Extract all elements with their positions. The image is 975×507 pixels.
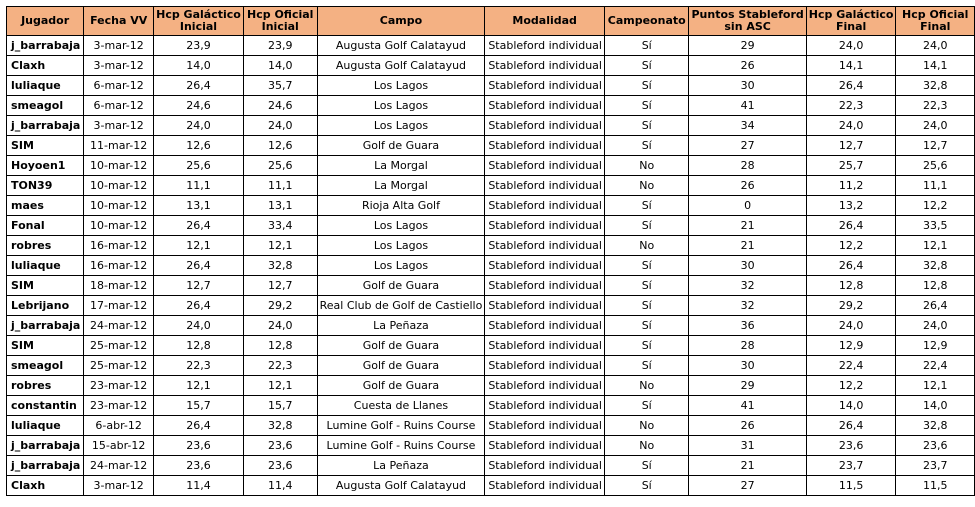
cell-hcp-galactico-inicial: 24,6 bbox=[154, 96, 244, 116]
cell-campeonato: Sí bbox=[604, 336, 689, 356]
cell-modalidad: Stableford individual bbox=[485, 116, 605, 136]
cell-jugador: j_barrabaja bbox=[7, 456, 84, 476]
cell-hcp-oficial-inicial: 23,6 bbox=[243, 456, 317, 476]
cell-jugador: maes bbox=[7, 196, 84, 216]
cell-hcp-oficial-final: 26,4 bbox=[896, 296, 975, 316]
cell-campeonato: Sí bbox=[604, 136, 689, 156]
cell-hcp-galactico-inicial: 12,8 bbox=[154, 336, 244, 356]
cell-modalidad: Stableford individual bbox=[485, 396, 605, 416]
cell-modalidad: Stableford individual bbox=[485, 236, 605, 256]
cell-hcp-oficial-inicial: 22,3 bbox=[243, 356, 317, 376]
cell-puntos-stableford: 21 bbox=[689, 216, 806, 236]
cell-hcp-oficial-inicial: 12,8 bbox=[243, 336, 317, 356]
cell-jugador: TON39 bbox=[7, 176, 84, 196]
cell-jugador: smeagol bbox=[7, 356, 84, 376]
cell-hcp-galactico-inicial: 26,4 bbox=[154, 256, 244, 276]
cell-campo: Golf de Guara bbox=[317, 376, 485, 396]
cell-modalidad: Stableford individual bbox=[485, 436, 605, 456]
cell-campeonato: Sí bbox=[604, 316, 689, 336]
cell-fecha-vv: 18-mar-12 bbox=[84, 276, 154, 296]
cell-campeonato: Sí bbox=[604, 456, 689, 476]
header-puntos-stableford-line: Puntos Stableford bbox=[691, 8, 804, 21]
cell-modalidad: Stableford individual bbox=[485, 256, 605, 276]
cell-hcp-oficial-final: 12,8 bbox=[896, 276, 975, 296]
cell-campo: Golf de Guara bbox=[317, 276, 485, 296]
cell-campeonato: Sí bbox=[604, 36, 689, 56]
header-fecha-vv bbox=[84, 7, 154, 36]
cell-hcp-galactico-final: 24,0 bbox=[806, 36, 896, 56]
cell-puntos-stableford: 31 bbox=[689, 436, 806, 456]
table-row bbox=[7, 196, 975, 216]
cell-hcp-galactico-inicial: 26,4 bbox=[154, 296, 244, 316]
cell-modalidad: Stableford individual bbox=[485, 456, 605, 476]
cell-hcp-oficial-final: 14,0 bbox=[896, 396, 975, 416]
table-row bbox=[7, 376, 975, 396]
cell-hcp-galactico-inicial: 12,1 bbox=[154, 236, 244, 256]
cell-jugador: j_barrabaja bbox=[7, 316, 84, 336]
cell-hcp-oficial-final: 22,4 bbox=[896, 356, 975, 376]
cell-hcp-galactico-final: 14,1 bbox=[806, 56, 896, 76]
cell-hcp-galactico-final: 12,7 bbox=[806, 136, 896, 156]
cell-fecha-vv: 10-mar-12 bbox=[84, 176, 154, 196]
cell-modalidad: Stableford individual bbox=[485, 76, 605, 96]
header-hcp-oficial-final-line: Hcp Oficial bbox=[902, 8, 969, 21]
cell-puntos-stableford: 26 bbox=[689, 56, 806, 76]
cell-jugador: Fonal bbox=[7, 216, 84, 236]
cell-campo: Augusta Golf Calatayud bbox=[317, 56, 485, 76]
header-hcp-oficial-inicial-line: Hcp Oficial bbox=[247, 8, 314, 21]
cell-hcp-galactico-final: 24,0 bbox=[806, 116, 896, 136]
table-row bbox=[7, 356, 975, 376]
cell-fecha-vv: 6-mar-12 bbox=[84, 76, 154, 96]
cell-campeonato: No bbox=[604, 436, 689, 456]
table-row bbox=[7, 56, 975, 76]
cell-puntos-stableford: 0 bbox=[689, 196, 806, 216]
cell-puntos-stableford: 26 bbox=[689, 416, 806, 436]
table-row bbox=[7, 336, 975, 356]
cell-campeonato: Sí bbox=[604, 116, 689, 136]
table-row bbox=[7, 456, 975, 476]
cell-jugador: luliaque bbox=[7, 416, 84, 436]
cell-hcp-oficial-final: 33,5 bbox=[896, 216, 975, 236]
header-jugador bbox=[7, 7, 84, 36]
cell-hcp-galactico-inicial: 12,7 bbox=[154, 276, 244, 296]
cell-fecha-vv: 24-mar-12 bbox=[84, 456, 154, 476]
cell-fecha-vv: 3-mar-12 bbox=[84, 476, 154, 496]
cell-hcp-galactico-final: 26,4 bbox=[806, 256, 896, 276]
cell-campo: Golf de Guara bbox=[317, 356, 485, 376]
cell-jugador: luliaque bbox=[7, 256, 84, 276]
cell-hcp-oficial-inicial: 12,6 bbox=[243, 136, 317, 156]
cell-campo: Los Lagos bbox=[317, 76, 485, 96]
cell-fecha-vv: 24-mar-12 bbox=[84, 316, 154, 336]
cell-fecha-vv: 6-mar-12 bbox=[84, 96, 154, 116]
cell-hcp-galactico-inicial: 24,0 bbox=[154, 116, 244, 136]
table-row bbox=[7, 436, 975, 456]
cell-puntos-stableford: 41 bbox=[689, 96, 806, 116]
cell-hcp-galactico-inicial: 11,4 bbox=[154, 476, 244, 496]
cell-puntos-stableford: 41 bbox=[689, 396, 806, 416]
cell-hcp-oficial-inicial: 14,0 bbox=[243, 56, 317, 76]
cell-fecha-vv: 15-abr-12 bbox=[84, 436, 154, 456]
header-modalidad bbox=[485, 7, 605, 36]
cell-fecha-vv: 3-mar-12 bbox=[84, 116, 154, 136]
cell-fecha-vv: 16-mar-12 bbox=[84, 236, 154, 256]
cell-campeonato: No bbox=[604, 416, 689, 436]
header-hcp-oficial-inicial-line: Inicial bbox=[261, 20, 299, 33]
cell-hcp-galactico-final: 12,2 bbox=[806, 376, 896, 396]
header-puntos-stableford-line: sin ASC bbox=[724, 20, 771, 33]
cell-hcp-oficial-final: 12,1 bbox=[896, 236, 975, 256]
cell-jugador: luliaque bbox=[7, 76, 84, 96]
cell-hcp-galactico-inicial: 23,6 bbox=[154, 456, 244, 476]
cell-hcp-oficial-final: 23,6 bbox=[896, 436, 975, 456]
cell-modalidad: Stableford individual bbox=[485, 196, 605, 216]
cell-campo: Lumine Golf - Ruins Course bbox=[317, 436, 485, 456]
cell-campeonato: Sí bbox=[604, 296, 689, 316]
cell-modalidad: Stableford individual bbox=[485, 276, 605, 296]
cell-hcp-galactico-final: 24,0 bbox=[806, 316, 896, 336]
cell-hcp-oficial-inicial: 25,6 bbox=[243, 156, 317, 176]
cell-campo: Los Lagos bbox=[317, 96, 485, 116]
cell-campeonato: Sí bbox=[604, 356, 689, 376]
header-campo-line: Campo bbox=[379, 14, 423, 27]
cell-fecha-vv: 10-mar-12 bbox=[84, 156, 154, 176]
cell-hcp-galactico-final: 11,5 bbox=[806, 476, 896, 496]
cell-campo: Real Club de Golf de Castiello bbox=[317, 296, 485, 316]
table-row bbox=[7, 216, 975, 236]
cell-modalidad: Stableford individual bbox=[485, 356, 605, 376]
table-header bbox=[7, 7, 975, 36]
cell-fecha-vv: 11-mar-12 bbox=[84, 136, 154, 156]
cell-puntos-stableford: 28 bbox=[689, 156, 806, 176]
cell-modalidad: Stableford individual bbox=[485, 476, 605, 496]
header-hcp-galactico-inicial-line: Inicial bbox=[179, 20, 218, 33]
cell-puntos-stableford: 28 bbox=[689, 336, 806, 356]
header-puntos-stableford bbox=[689, 7, 806, 36]
cell-campo: Augusta Golf Calatayud bbox=[317, 476, 485, 496]
cell-fecha-vv: 25-mar-12 bbox=[84, 356, 154, 376]
cell-fecha-vv: 25-mar-12 bbox=[84, 336, 154, 356]
table-row bbox=[7, 476, 975, 496]
header-hcp-galactico-final-line: Final bbox=[835, 20, 867, 33]
cell-hcp-galactico-inicial: 26,4 bbox=[154, 416, 244, 436]
cell-campo: Rioja Alta Golf bbox=[317, 196, 485, 216]
table-row bbox=[7, 316, 975, 336]
cell-hcp-galactico-final: 11,2 bbox=[806, 176, 896, 196]
cell-campo: Golf de Guara bbox=[317, 136, 485, 156]
table-row bbox=[7, 176, 975, 196]
cell-hcp-oficial-final: 23,7 bbox=[896, 456, 975, 476]
cell-hcp-oficial-inicial: 35,7 bbox=[243, 76, 317, 96]
cell-hcp-oficial-inicial: 15,7 bbox=[243, 396, 317, 416]
header-jugador-line: Jugador bbox=[21, 14, 70, 27]
cell-campo: Augusta Golf Calatayud bbox=[317, 36, 485, 56]
table-row bbox=[7, 96, 975, 116]
cell-jugador: constantin bbox=[7, 396, 84, 416]
cell-hcp-galactico-inicial: 14,0 bbox=[154, 56, 244, 76]
cell-jugador: robres bbox=[7, 376, 84, 396]
cell-modalidad: Stableford individual bbox=[485, 216, 605, 236]
cell-hcp-galactico-inicial: 26,4 bbox=[154, 76, 244, 96]
cell-modalidad: Stableford individual bbox=[485, 156, 605, 176]
cell-puntos-stableford: 26 bbox=[689, 176, 806, 196]
header-row bbox=[7, 7, 975, 36]
cell-campo: La Peñaza bbox=[317, 456, 485, 476]
cell-hcp-oficial-inicial: 32,8 bbox=[243, 256, 317, 276]
cell-hcp-oficial-inicial: 12,1 bbox=[243, 236, 317, 256]
cell-hcp-galactico-inicial: 12,6 bbox=[154, 136, 244, 156]
cell-jugador: SIM bbox=[7, 276, 84, 296]
cell-campeonato: Sí bbox=[604, 216, 689, 236]
cell-hcp-galactico-inicial: 26,4 bbox=[154, 216, 244, 236]
cell-hcp-oficial-final: 24,0 bbox=[896, 316, 975, 336]
cell-puntos-stableford: 36 bbox=[689, 316, 806, 336]
header-hcp-oficial-final bbox=[896, 7, 975, 36]
cell-hcp-oficial-final: 32,8 bbox=[896, 256, 975, 276]
cell-jugador: Claxh bbox=[7, 56, 84, 76]
cell-hcp-galactico-inicial: 23,6 bbox=[154, 436, 244, 456]
cell-hcp-oficial-final: 22,3 bbox=[896, 96, 975, 116]
cell-puntos-stableford: 32 bbox=[689, 296, 806, 316]
cell-jugador: Hoyoen1 bbox=[7, 156, 84, 176]
cell-modalidad: Stableford individual bbox=[485, 96, 605, 116]
cell-hcp-galactico-final: 29,2 bbox=[806, 296, 896, 316]
cell-hcp-galactico-final: 23,6 bbox=[806, 436, 896, 456]
header-hcp-galactico-inicial-line: Hcp Galáctico bbox=[156, 8, 241, 21]
cell-hcp-oficial-final: 32,8 bbox=[896, 416, 975, 436]
cell-campeonato: No bbox=[604, 236, 689, 256]
cell-hcp-galactico-inicial: 22,3 bbox=[154, 356, 244, 376]
cell-fecha-vv: 23-mar-12 bbox=[84, 376, 154, 396]
cell-fecha-vv: 10-mar-12 bbox=[84, 196, 154, 216]
cell-hcp-galactico-final: 13,2 bbox=[806, 196, 896, 216]
cell-hcp-oficial-final: 11,5 bbox=[896, 476, 975, 496]
header-campeonato-line: Campeonato bbox=[607, 14, 686, 27]
cell-jugador: SIM bbox=[7, 136, 84, 156]
cell-hcp-oficial-inicial: 24,0 bbox=[243, 116, 317, 136]
cell-hcp-galactico-final: 12,9 bbox=[806, 336, 896, 356]
cell-puntos-stableford: 30 bbox=[689, 256, 806, 276]
cell-puntos-stableford: 21 bbox=[689, 236, 806, 256]
cell-fecha-vv: 3-mar-12 bbox=[84, 36, 154, 56]
cell-campo: Los Lagos bbox=[317, 256, 485, 276]
cell-campeonato: Sí bbox=[604, 476, 689, 496]
cell-hcp-oficial-inicial: 24,0 bbox=[243, 316, 317, 336]
cell-hcp-oficial-final: 12,1 bbox=[896, 376, 975, 396]
table-row bbox=[7, 236, 975, 256]
cell-hcp-oficial-inicial: 11,1 bbox=[243, 176, 317, 196]
cell-hcp-galactico-final: 22,3 bbox=[806, 96, 896, 116]
cell-modalidad: Stableford individual bbox=[485, 176, 605, 196]
cell-hcp-galactico-inicial: 11,1 bbox=[154, 176, 244, 196]
cell-modalidad: Stableford individual bbox=[485, 36, 605, 56]
cell-hcp-galactico-final: 12,2 bbox=[806, 236, 896, 256]
cell-puntos-stableford: 29 bbox=[689, 376, 806, 396]
cell-fecha-vv: 23-mar-12 bbox=[84, 396, 154, 416]
handicap-results-table bbox=[6, 6, 975, 496]
cell-hcp-oficial-final: 24,0 bbox=[896, 116, 975, 136]
table-body bbox=[7, 36, 975, 496]
cell-hcp-oficial-inicial: 33,4 bbox=[243, 216, 317, 236]
cell-hcp-galactico-inicial: 15,7 bbox=[154, 396, 244, 416]
cell-hcp-oficial-inicial: 24,6 bbox=[243, 96, 317, 116]
cell-hcp-oficial-inicial: 32,8 bbox=[243, 416, 317, 436]
cell-fecha-vv: 3-mar-12 bbox=[84, 56, 154, 76]
cell-puntos-stableford: 27 bbox=[689, 476, 806, 496]
cell-campo: La Morgal bbox=[317, 176, 485, 196]
cell-hcp-oficial-final: 14,1 bbox=[896, 56, 975, 76]
cell-hcp-galactico-inicial: 13,1 bbox=[154, 196, 244, 216]
cell-hcp-oficial-inicial: 11,4 bbox=[243, 476, 317, 496]
header-fecha-vv-line: Fecha VV bbox=[90, 14, 148, 27]
header-campeonato bbox=[604, 7, 689, 36]
cell-modalidad: Stableford individual bbox=[485, 136, 605, 156]
cell-modalidad: Stableford individual bbox=[485, 56, 605, 76]
header-modalidad-line: Modalidad bbox=[512, 14, 577, 27]
cell-modalidad: Stableford individual bbox=[485, 316, 605, 336]
cell-campo: La Peñaza bbox=[317, 316, 485, 336]
table-row bbox=[7, 256, 975, 276]
cell-puntos-stableford: 30 bbox=[689, 356, 806, 376]
header-hcp-galactico-final-line: Hcp Galáctico bbox=[808, 8, 894, 21]
cell-hcp-galactico-final: 25,7 bbox=[806, 156, 896, 176]
header-hcp-galactico-inicial bbox=[154, 7, 244, 36]
header-hcp-oficial-final-line: Final bbox=[920, 20, 951, 33]
header-hcp-oficial-inicial bbox=[243, 7, 317, 36]
cell-hcp-galactico-inicial: 23,9 bbox=[154, 36, 244, 56]
header-hcp-galactico-final bbox=[806, 7, 896, 36]
cell-fecha-vv: 10-mar-12 bbox=[84, 216, 154, 236]
cell-hcp-oficial-final: 12,9 bbox=[896, 336, 975, 356]
table-row bbox=[7, 416, 975, 436]
table-row bbox=[7, 76, 975, 96]
cell-campeonato: Sí bbox=[604, 196, 689, 216]
cell-fecha-vv: 6-abr-12 bbox=[84, 416, 154, 436]
cell-puntos-stableford: 27 bbox=[689, 136, 806, 156]
table-row bbox=[7, 116, 975, 136]
cell-jugador: Lebrijano bbox=[7, 296, 84, 316]
cell-fecha-vv: 17-mar-12 bbox=[84, 296, 154, 316]
cell-hcp-galactico-final: 22,4 bbox=[806, 356, 896, 376]
cell-campeonato: Sí bbox=[604, 56, 689, 76]
handicap-table-container bbox=[6, 6, 975, 496]
cell-hcp-galactico-final: 12,8 bbox=[806, 276, 896, 296]
cell-hcp-oficial-inicial: 12,7 bbox=[243, 276, 317, 296]
cell-hcp-galactico-inicial: 12,1 bbox=[154, 376, 244, 396]
cell-hcp-galactico-inicial: 25,6 bbox=[154, 156, 244, 176]
cell-campeonato: Sí bbox=[604, 76, 689, 96]
table-row bbox=[7, 36, 975, 56]
cell-jugador: j_barrabaja bbox=[7, 36, 84, 56]
cell-jugador: j_barrabaja bbox=[7, 116, 84, 136]
cell-hcp-galactico-inicial: 24,0 bbox=[154, 316, 244, 336]
cell-modalidad: Stableford individual bbox=[485, 336, 605, 356]
table-row bbox=[7, 276, 975, 296]
cell-puntos-stableford: 34 bbox=[689, 116, 806, 136]
cell-campeonato: Sí bbox=[604, 256, 689, 276]
cell-campo: Los Lagos bbox=[317, 116, 485, 136]
cell-hcp-oficial-final: 24,0 bbox=[896, 36, 975, 56]
cell-hcp-oficial-final: 12,2 bbox=[896, 196, 975, 216]
cell-hcp-oficial-inicial: 23,6 bbox=[243, 436, 317, 456]
cell-modalidad: Stableford individual bbox=[485, 296, 605, 316]
cell-puntos-stableford: 29 bbox=[689, 36, 806, 56]
cell-campeonato: Sí bbox=[604, 396, 689, 416]
cell-hcp-oficial-final: 12,7 bbox=[896, 136, 975, 156]
cell-hcp-oficial-inicial: 29,2 bbox=[243, 296, 317, 316]
cell-jugador: smeagol bbox=[7, 96, 84, 116]
table-row bbox=[7, 296, 975, 316]
cell-hcp-galactico-final: 23,7 bbox=[806, 456, 896, 476]
header-campo bbox=[317, 7, 485, 36]
table-row bbox=[7, 156, 975, 176]
cell-modalidad: Stableford individual bbox=[485, 416, 605, 436]
cell-jugador: SIM bbox=[7, 336, 84, 356]
cell-jugador: j_barrabaja bbox=[7, 436, 84, 456]
cell-hcp-oficial-final: 11,1 bbox=[896, 176, 975, 196]
cell-campo: Lumine Golf - Ruins Course bbox=[317, 416, 485, 436]
cell-campo: Los Lagos bbox=[317, 236, 485, 256]
cell-campo: Los Lagos bbox=[317, 216, 485, 236]
cell-campeonato: Sí bbox=[604, 276, 689, 296]
cell-hcp-galactico-final: 26,4 bbox=[806, 216, 896, 236]
cell-jugador: robres bbox=[7, 236, 84, 256]
table-row bbox=[7, 396, 975, 416]
cell-hcp-galactico-final: 26,4 bbox=[806, 416, 896, 436]
cell-jugador: Claxh bbox=[7, 476, 84, 496]
cell-hcp-oficial-inicial: 13,1 bbox=[243, 196, 317, 216]
cell-fecha-vv: 16-mar-12 bbox=[84, 256, 154, 276]
table-row bbox=[7, 136, 975, 156]
cell-campeonato: No bbox=[604, 376, 689, 396]
cell-puntos-stableford: 30 bbox=[689, 76, 806, 96]
cell-campeonato: No bbox=[604, 156, 689, 176]
cell-hcp-oficial-final: 32,8 bbox=[896, 76, 975, 96]
cell-puntos-stableford: 32 bbox=[689, 276, 806, 296]
cell-campeonato: No bbox=[604, 176, 689, 196]
cell-puntos-stableford: 21 bbox=[689, 456, 806, 476]
cell-hcp-oficial-final: 25,6 bbox=[896, 156, 975, 176]
cell-hcp-galactico-final: 26,4 bbox=[806, 76, 896, 96]
cell-campeonato: Sí bbox=[604, 96, 689, 116]
cell-hcp-oficial-inicial: 12,1 bbox=[243, 376, 317, 396]
cell-campo: Cuesta de Llanes bbox=[317, 396, 485, 416]
cell-campo: La Morgal bbox=[317, 156, 485, 176]
cell-modalidad: Stableford individual bbox=[485, 376, 605, 396]
cell-hcp-galactico-final: 14,0 bbox=[806, 396, 896, 416]
cell-hcp-oficial-inicial: 23,9 bbox=[243, 36, 317, 56]
cell-campo: Golf de Guara bbox=[317, 336, 485, 356]
